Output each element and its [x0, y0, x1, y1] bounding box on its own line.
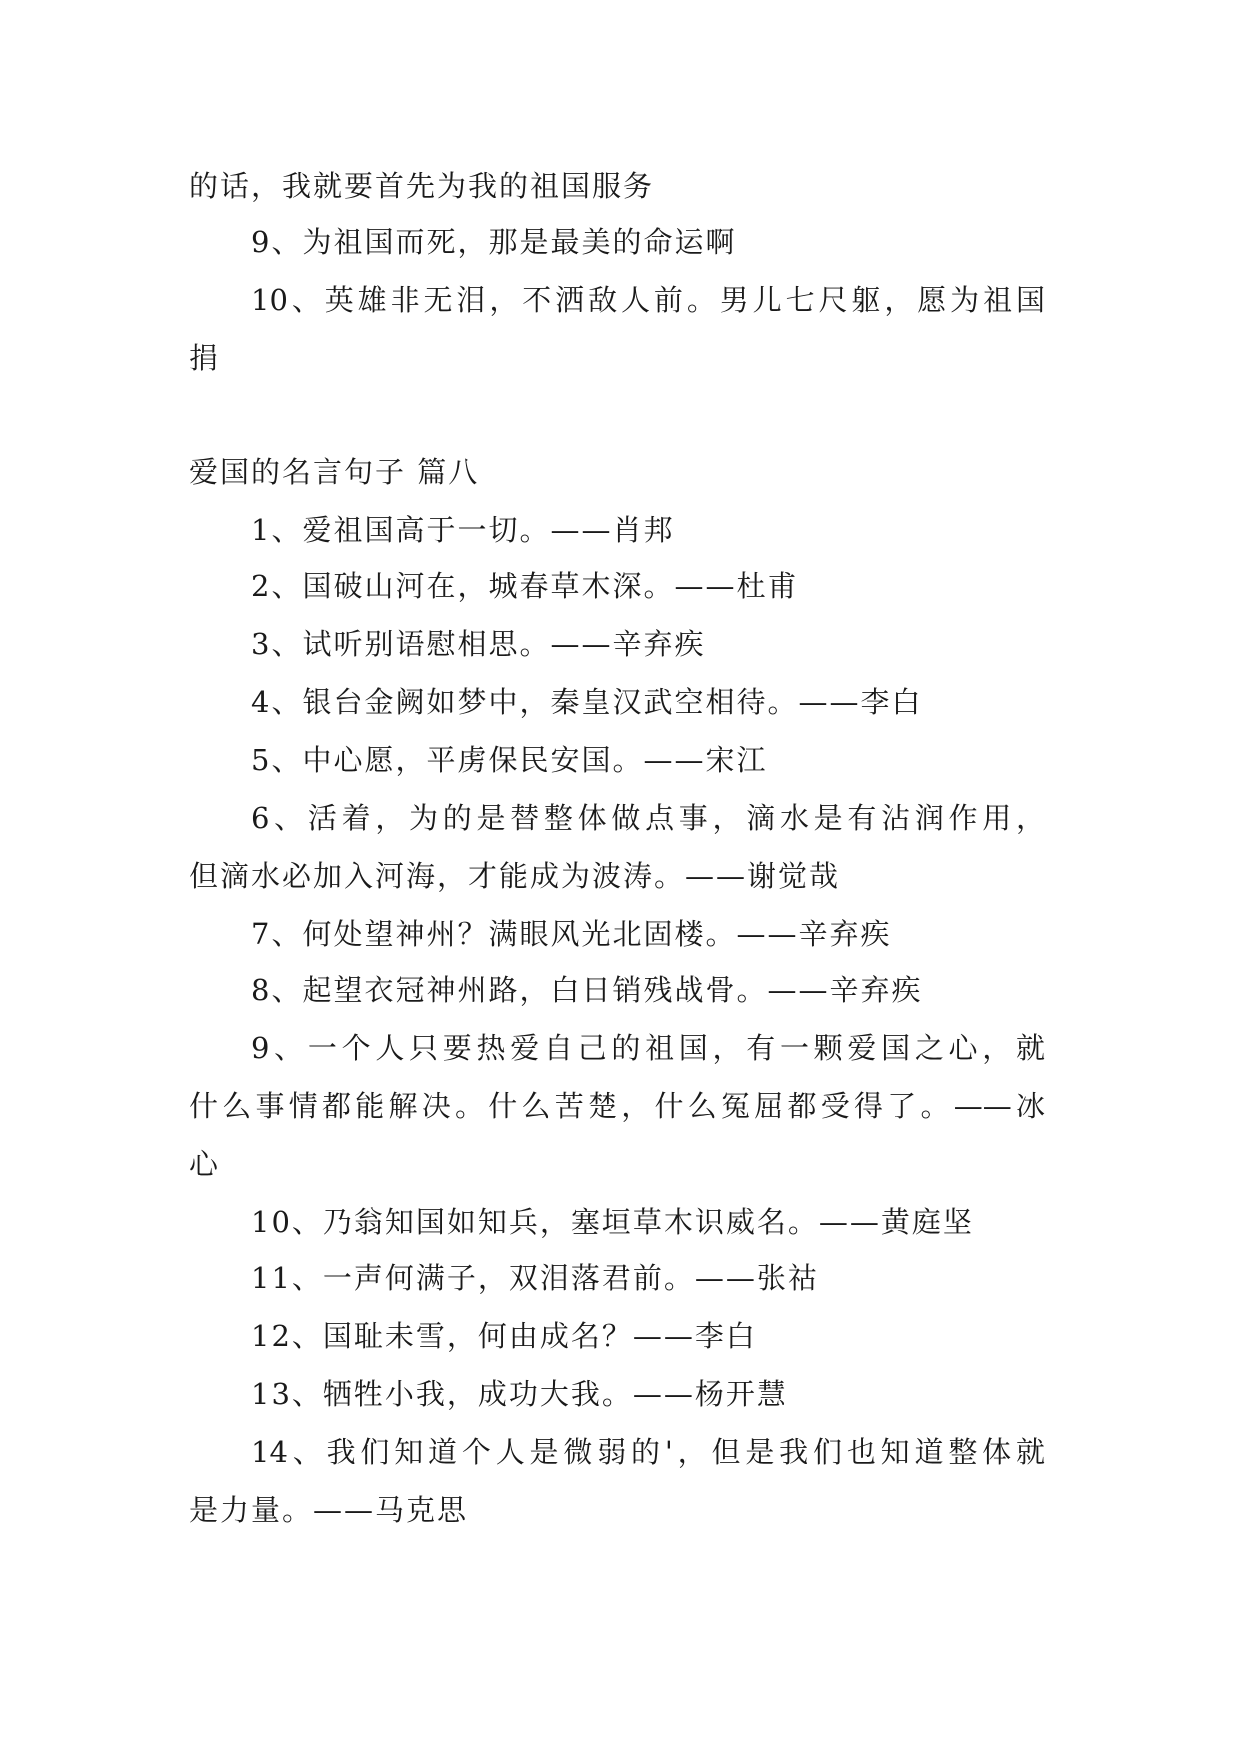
- text-line: 10、英雄非无泪，不洒敌人前。男儿七尺躯，愿为祖国: [251, 283, 1045, 317]
- text-line: 8、起望衣冠神州路，白日销残战骨。——辛弃疾: [251, 973, 923, 1007]
- text-line: 6、活着，为的是替整体做点事，滴水是有沾润作用，: [251, 801, 1045, 835]
- text-line: 1、爱祖国高于一切。——肖邦: [251, 513, 675, 547]
- section-heading: 爱国的名言句子 篇八: [189, 455, 480, 489]
- text-line: 但滴水必加入河海，才能成为波涛。——谢觉哉: [189, 859, 841, 893]
- text-line: 5、中心愿，平虏保民安国。——宋江: [251, 743, 768, 777]
- text-line: 的话，我就要首先为我的祖国服务: [189, 169, 655, 203]
- text-line: 13、牺牲小我，成功大我。——杨开慧: [251, 1377, 788, 1411]
- text-line: 12、国耻未雪，何由成名？——李白: [251, 1319, 757, 1353]
- text-line: 捐: [189, 341, 221, 375]
- text-line: 2、国破山河在，城春草木深。——杜甫: [251, 569, 799, 603]
- text-line: 心: [189, 1147, 221, 1181]
- text-line: 9、一个人只要热爱自己的祖国，有一颗爱国之心，就: [251, 1031, 1045, 1065]
- text-line: 9、为祖国而死，那是最美的命运啊: [251, 225, 737, 259]
- text-line: 什么事情都能解决。什么苦楚，什么冤屈都受得了。——冰: [189, 1089, 1045, 1123]
- text-line: 11、一声何满子，双泪落君前。——张祜: [251, 1261, 819, 1295]
- text-line: 4、银台金阙如梦中，秦皇汉武空相待。——李白: [251, 685, 923, 719]
- text-line: 14、我们知道个人是微弱的'，但是我们也知道整体就: [251, 1435, 1045, 1469]
- text-line: 10、乃翁知国如知兵，塞垣草木识威名。——黄庭坚: [251, 1205, 974, 1239]
- text-line: 7、何处望神州？满眼风光北固楼。——辛弃疾: [251, 917, 892, 951]
- text-line: 是力量。——马克思: [189, 1493, 469, 1527]
- text-line: 3、试听别语慰相思。——辛弃疾: [251, 627, 706, 661]
